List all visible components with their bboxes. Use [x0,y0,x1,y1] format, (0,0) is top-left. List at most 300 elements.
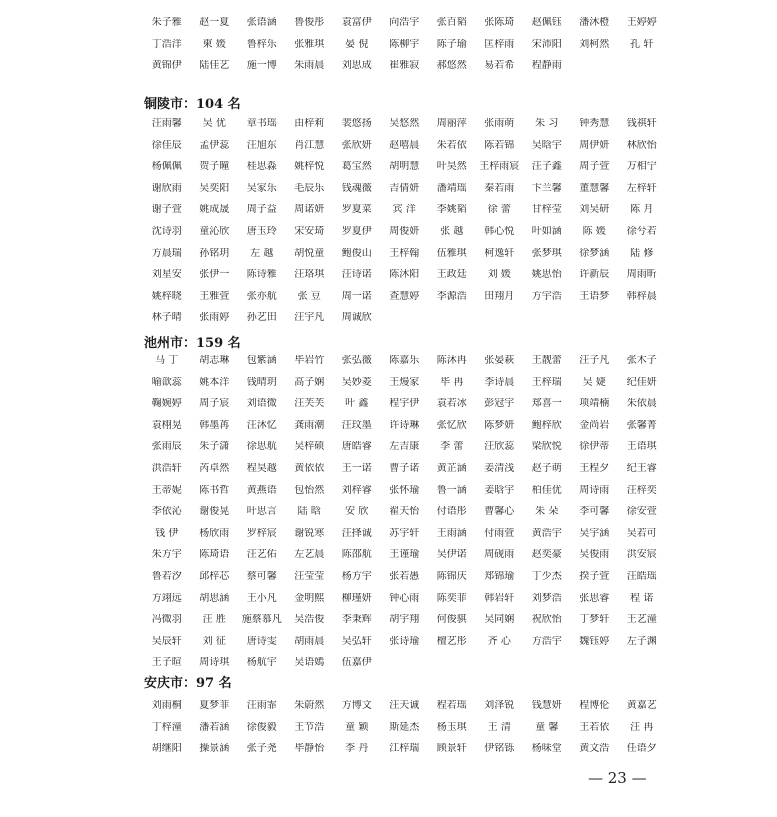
name-cell: 李姚韬 [436,204,467,216]
name-cell: 安 欣 [345,506,369,518]
name-cell: 陈 媛 [582,226,606,237]
name-cell: 徐俊毅 [246,721,277,733]
name-cell: 赵一夏 [199,17,230,28]
name-row [143,226,663,238]
name-cell: 汪雨馨 [151,118,182,129]
name-cell: 陈若锦 [484,139,515,151]
name-cell: 钱祺轩 [626,118,657,129]
name-cell: 方翊远 [151,592,182,604]
name-cell: 王谨瑜 [389,549,420,561]
name-cell: 唐诗雯 [246,635,277,647]
name-cell: 赵奕豪 [531,549,562,561]
section-heading: 安庆市：97 名 [144,676,232,691]
name-cell: 叶思言 [246,506,277,518]
name-cell: 万相宁 [626,161,657,173]
name-cell: 袁若冰 [436,398,467,410]
name-cell: 吴语嫣 [294,657,325,669]
name-cell: 许新辰 [579,269,610,281]
name-cell: 梁欣悦 [531,441,562,453]
name-cell: 洪安宸 [626,549,657,561]
name-row [143,441,663,453]
name-cell: 谢子萱 [151,204,182,216]
name-cell: 王婷婷 [626,17,657,28]
name-cell: 易若希 [484,60,515,72]
name-cell: 洪浩轩 [151,463,182,474]
name-cell: 王小凡 [246,592,277,604]
name-cell: 蔡可馨 [246,571,277,582]
name-row [143,506,663,518]
name-row [143,291,663,303]
name-cell: 王 清 [487,721,511,733]
name-cell: 魏钰婷 [579,635,610,647]
name-cell: 朱依晨 [626,398,657,410]
name-cell: 张晏萩 [484,355,515,366]
name-cell: 钟秀慧 [579,118,610,129]
name-cell: 汪皓瑶 [626,571,657,582]
name-cell: 卞兰馨 [531,182,562,194]
name-cell: 曹馨心 [484,506,515,518]
name-cell: 吉倩妍 [389,182,420,194]
name-cell: 叶如涵 [531,226,562,237]
name-cell: 陈沐阳 [389,269,420,281]
name-cell: 左艺晨 [294,549,325,561]
name-cell: 姚成晟 [199,204,230,216]
name-cell: 孙铭玥 [199,247,230,259]
name-cell: 郑喜一 [531,398,562,410]
name-cell: 甘梓莹 [531,204,562,216]
name-cell: 鲁梓乐 [246,38,277,50]
name-cell: 曹子诺 [389,463,420,474]
name-cell: 葛宝然 [341,161,372,173]
name-cell: 罗夏菜 [341,204,372,216]
name-cell: 张诗瑜 [389,635,420,647]
name-cell: 张怀瑜 [389,484,420,496]
name-cell: 邱梓芯 [199,571,230,582]
name-cell: 张伊一 [199,269,230,281]
name-cell: 任语夕 [626,743,657,755]
name-cell: 王雅萱 [199,290,230,302]
name-cell: 裴悠扬 [341,118,372,129]
name-cell: 吴同娴 [484,614,515,626]
name-row [143,614,663,626]
name-cell: 王雨涵 [436,527,467,539]
name-cell: 吴妙菱 [341,376,372,388]
name-cell: 王语梦 [579,290,610,302]
name-cell: 孙艺田 [246,312,277,324]
name-cell: 左吉康 [389,441,420,453]
name-cell: 田翔月 [484,290,515,302]
name-cell: 方浩宇 [531,635,562,647]
name-cell: 杨方宇 [341,571,372,582]
name-cell: 朱蔚然 [294,700,325,711]
name-cell: 吴梓硕 [294,441,325,453]
name-cell: 周子萱 [579,161,610,173]
name-row [143,420,663,432]
name-cell: 张木子 [626,355,657,366]
name-row [143,528,663,540]
name-cell: 项靖楠 [579,398,610,410]
name-cell: 顾景轩 [436,743,467,755]
name-cell: 周一诺 [341,290,372,302]
name-cell: 宾 洋 [392,204,416,216]
name-cell: 鞠婉婷 [151,398,182,410]
name-cell: 朱子潇 [199,441,230,453]
name-cell: 周丽萍 [436,118,467,129]
name-cell: 桂思淼 [246,161,277,173]
name-cell: 陈沐冉 [436,355,467,366]
name-cell: 吴 婕 [582,376,606,388]
name-cell: 祝欣怡 [531,614,562,626]
name-cell: 左梓轩 [626,182,657,194]
name-cell: 陈 月 [630,204,654,216]
name-cell: 姜清浅 [484,463,515,474]
name-cell: 汪旭东 [246,139,277,151]
name-cell: 徐 蕾 [487,204,511,216]
name-cell: 朱 习 [535,118,559,129]
name-cell: 韩岩轩 [484,592,515,604]
name-cell: 由梓莉 [294,118,325,129]
name-cell: 叶昊然 [436,161,467,173]
name-cell: 唐玉玲 [246,226,277,237]
name-cell: 左 越 [250,247,274,259]
name-cell: 张弘薇 [341,355,372,366]
name-row [143,700,663,712]
name-cell: 韩梓晨 [626,290,657,302]
name-cell: 崔雅寂 [389,60,420,72]
name-row [143,269,663,281]
name-cell: 汪天诚 [389,700,420,711]
name-cell: 王节浩 [294,721,325,733]
name-cell: 王梓翰 [389,247,420,259]
name-row [143,204,663,216]
name-cell: 汪梓奕 [626,484,657,496]
name-cell: 翟天怡 [389,506,420,518]
name-cell: 叶 鑫 [345,398,369,410]
name-cell: 刘 征 [202,635,226,647]
name-cell: 吴家乐 [246,182,277,194]
name-cell: 陆佳艺 [199,60,230,72]
name-cell: 唐皓睿 [341,441,372,453]
name-cell: 黄浩宇 [531,527,562,539]
name-cell: 王靓蕾 [531,355,562,366]
name-cell: 童 颖 [345,721,369,733]
name-cell: 方博文 [341,700,372,711]
name-cell: 周诗雨 [579,484,610,496]
name-cell: 张忆欣 [436,419,467,431]
name-cell: 龚雨潮 [294,419,325,431]
name-row [143,60,663,72]
name-cell: 张百韬 [436,17,467,28]
name-cell: 黄依依 [294,463,325,474]
name-cell: 吴辰轩 [151,635,182,647]
name-cell: 吴宇涵 [579,527,610,539]
name-cell: 姜晗宇 [484,484,515,496]
name-cell: 鲁俊彤 [294,17,325,28]
name-cell: 伍嘉伊 [341,657,372,669]
name-cell: 刘雨桐 [151,700,182,711]
name-cell: 彭冠宇 [484,398,515,410]
name-cell: 朱雨晨 [294,60,325,72]
name-row [143,485,663,497]
page-number: — 23 — [588,769,647,787]
name-cell: 刘思成 [341,60,372,72]
name-cell: 汪玟墨 [341,419,372,431]
name-cell: 胡明慧 [389,161,420,173]
name-cell: 林欣怡 [626,139,657,151]
name-cell: 金明熙 [294,592,325,604]
name-cell: 林子晴 [151,312,182,324]
name-cell: 周砚雨 [484,549,515,561]
name-cell: 喻歆蕊 [151,376,182,388]
name-cell: 黄燕语 [246,484,277,496]
name-cell: 章书瑶 [246,118,277,129]
name-cell: 吴弘轩 [341,635,372,647]
name-row [143,398,663,410]
section-heading: 池州市：159 名 [144,336,241,351]
name-cell: 毕 冉 [440,376,464,388]
name-cell: 谢锐寒 [294,527,325,539]
name-cell: 操景涵 [199,743,230,755]
name-cell: 胡宇翔 [389,614,420,626]
name-cell: 程博伦 [579,700,610,711]
name-cell: 包紫涵 [246,355,277,366]
name-cell: 吴若可 [626,527,657,539]
name-row [143,743,663,755]
name-cell: 吴伊诺 [436,549,467,561]
name-cell: 张 豆 [297,290,321,302]
name-cell: 匡梓雨 [484,38,515,50]
name-cell: 张雨婷 [199,312,230,324]
name-cell: 朱方宇 [151,549,182,561]
name-cell: 鲁若汐 [151,571,182,582]
name-cell: 张语涵 [246,17,277,28]
name-row [143,355,663,367]
name-cell: 秦若雨 [484,182,515,194]
name-cell: 李 丹 [345,743,369,755]
name-cell: 徐兮若 [626,226,657,237]
name-cell: 钱魂薇 [341,182,372,194]
name-row [143,657,663,669]
name-cell: 柳瑾妍 [341,592,372,604]
name-cell: 胡思涵 [199,592,230,604]
name-cell: 王梓瑞 [531,376,562,388]
name-cell: 冯微羽 [151,614,182,626]
name-cell: 钱晴玥 [246,376,277,388]
name-cell: 肖江慧 [294,139,325,151]
name-cell: 陈邵航 [341,549,372,561]
name-cell: 胡悦童 [294,247,325,259]
name-cell: 刘柯然 [579,38,610,50]
section-heading: 铜陵市：104 名 [144,97,241,112]
name-cell: 纪王睿 [626,463,657,474]
name-cell: 刘语微 [246,398,277,410]
name-cell: 杨味堂 [531,743,562,755]
name-cell: 柏佳优 [531,484,562,496]
name-cell: 胡继阳 [151,743,182,755]
name-cell: 汪子鑫 [531,161,562,173]
name-cell: 姚梓悦 [294,161,325,173]
name-cell: 程宇伊 [389,398,420,410]
name-cell: 张陈琦 [484,17,515,28]
name-cell: 郝悠然 [436,60,467,72]
name-cell: 王若依 [579,721,610,733]
name-cell: 陆 修 [630,247,654,259]
name-row [143,377,663,389]
name-cell: 张若愚 [389,571,420,582]
name-cell: 何俊骐 [436,614,467,626]
name-cell: 徐安萱 [626,506,657,518]
name-cell: 汪艺佑 [246,549,277,561]
name-cell: 杨佩佩 [151,161,182,173]
name-cell: 许诗琳 [389,419,420,431]
name-cell: 晏 倪 [345,38,369,50]
name-cell: 吴悠然 [389,118,420,129]
name-cell: 李依沁 [151,506,182,518]
name-cell: 李可馨 [579,506,610,518]
name-row [143,312,663,324]
name-cell: 孟伊蕊 [199,139,230,151]
name-cell: 吴奕阳 [199,182,230,194]
name-cell: 向浩宇 [389,17,420,28]
name-cell: 朱若依 [436,139,467,151]
name-cell: 丁少杰 [531,571,562,582]
name-cell: 陈诗雅 [246,269,277,281]
name-cell: 陈嘉乐 [389,355,420,366]
name-cell: 赵子萌 [531,463,562,474]
name-cell: 陈梦妍 [484,419,515,431]
name-cell: 王程夕 [579,463,610,474]
name-row [143,463,663,475]
name-cell: 方宇浩 [531,290,562,302]
name-cell: 鲍俊山 [341,247,372,259]
name-row [143,571,663,583]
name-cell: 杨玉琪 [436,721,467,733]
name-cell: 汪宇凡 [294,312,325,324]
name-cell: 罗夏伊 [341,226,372,237]
name-cell: 潘沐橙 [579,17,610,28]
name-cell: 韩墨苒 [199,419,230,431]
name-cell: 毕静怡 [294,743,325,755]
name-cell: 汪雨霏 [246,700,277,711]
name-cell: 柬 媛 [202,38,226,50]
name-cell: 宋安琦 [294,226,325,237]
name-row [143,636,663,648]
name-cell: 丁浩洋 [151,38,182,50]
name-cell: 杨航宇 [246,657,277,669]
name-cell: 潘靖瑶 [436,182,467,194]
name-cell: 汪 胜 [202,614,226,626]
name-cell: 左子渊 [626,635,657,647]
name-cell: 汪莹莹 [294,571,325,582]
name-cell: 张雨辰 [151,441,182,453]
name-cell: 罗梓宸 [246,527,277,539]
name-cell: 陈奕菲 [436,592,467,604]
name-cell: 李秉辉 [341,614,372,626]
name-cell: 刘泽锐 [484,700,515,711]
name-cell: 陆 晗 [297,506,321,518]
name-cell: 汪芙芙 [294,398,325,410]
name-cell: 朱子雅 [151,17,182,28]
name-cell: 周诗琪 [199,657,230,669]
name-cell: 汪欣蕊 [484,441,515,453]
name-cell: 钱慧妍 [531,700,562,711]
name-cell: 沈诗羽 [151,226,182,237]
name-cell: 张梦琪 [531,247,562,259]
name-cell: 谢俊晃 [199,506,230,518]
name-cell: 施蔡慕凡 [241,614,282,626]
name-cell: 钟心雨 [389,592,420,604]
name-row [143,549,663,561]
name-cell: 柯逸轩 [484,247,515,259]
name-cell: 吴浩俊 [294,614,325,626]
name-cell: 王蒂妮 [151,484,182,496]
name-cell: 朱 朵 [535,506,559,518]
name-cell: 黄芷涵 [436,463,467,474]
name-row [143,17,663,29]
name-cell: 方晨瑞 [151,247,182,259]
name-cell: 郑锦瑜 [484,571,515,582]
name-cell: 王艺潼 [626,614,657,626]
name-cell: 周俊妍 [389,226,420,237]
name-cell: 汪珞琪 [294,269,325,281]
name-cell: 潘若涵 [199,721,230,733]
name-cell: 童 馨 [535,721,559,733]
name-cell: 孔 轩 [630,38,654,50]
name-cell: 程昊越 [246,463,277,474]
name-cell: 陈子瑜 [436,38,467,50]
name-row [143,722,663,734]
name-cell: 周子宸 [199,398,230,410]
name-cell: 周诚欣 [341,312,372,324]
name-cell: 江梓瑞 [389,743,420,755]
name-cell: 袁富伊 [341,17,372,28]
name-cell: 黄嘉艺 [626,700,657,711]
name-cell: 宋沛阳 [531,38,562,50]
name-cell: 王语琪 [626,441,657,453]
name-cell: 吴晗宇 [531,139,562,151]
name-cell: 揆子萱 [579,571,610,582]
name-cell: 陈锦庆 [436,571,467,582]
name-cell: 谢欣雨 [151,182,182,194]
name-cell: 王子暄 [151,657,182,669]
name-row [143,161,663,173]
name-cell: 张思睿 [579,592,610,604]
name-cell: 赵嘻晨 [389,139,420,151]
name-cell: 黄文浩 [579,743,610,755]
name-cell: 刘梦浩 [531,592,562,604]
name-cell: 汪诗诺 [341,269,372,281]
name-cell: 丁梦轩 [579,614,610,626]
name-row [143,118,663,130]
name-cell: 张欣妍 [341,139,372,151]
name-cell: 张子尧 [246,743,277,755]
name-cell: 李诗晨 [484,376,515,388]
name-row [143,248,663,260]
name-cell: 高子娴 [294,376,325,388]
name-cell: 夏梦菲 [199,700,230,711]
name-cell: 刘梓睿 [341,484,372,496]
name-cell: 赵佩钰 [531,17,562,28]
name-row [143,183,663,195]
name-cell: 王一诺 [341,463,372,474]
name-cell: 陈书哲 [199,484,230,496]
name-cell: 伍雅琪 [436,247,467,259]
name-row [143,140,663,152]
name-cell: 张馨菁 [626,419,657,431]
name-cell: 李 蕾 [440,441,464,453]
name-cell: 胡雨晨 [294,635,325,647]
name-cell: 王梓雨宸 [479,161,520,173]
